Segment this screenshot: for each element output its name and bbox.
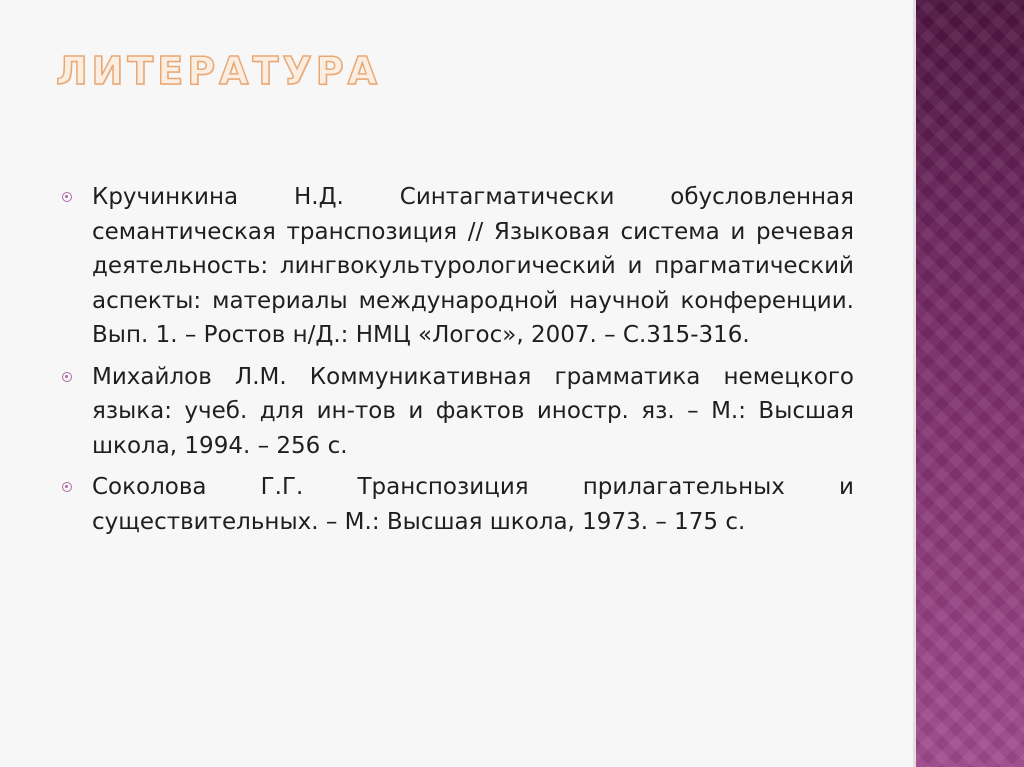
reference-list: [62, 180, 854, 546]
reference-item: [62, 360, 854, 464]
reference-item: [62, 180, 854, 353]
reference-item: [62, 470, 854, 539]
decorative-side-strip: [913, 0, 1024, 767]
bullet-icon: [62, 482, 72, 492]
reference-text: Михайлов Л.М. Коммуникативная грамматика немецкого языка: учеб. для ин-тов и фактов иностр. яз. – М.: Высшая школа, 1994. – 256 с.: [92, 363, 854, 459]
slide-title: ЛИТЕРАТУРА: [56, 49, 381, 93]
bullet-icon: [62, 372, 72, 382]
bullet-icon: [62, 192, 72, 202]
reference-text: Соколова Г.Г. Транспозиция прилагательных и существительных. – М.: Высшая школа, 1973. – 175 с.: [92, 474, 854, 535]
reference-text: Кручинкина Н.Д. Синтагматически обусловленная семантическая транспозиция // Языковая система и речевая деятельность: лингвокультурологический и прагматический аспекты: материалы международной научной конференции. Вып. 1. – Ростов н/Д.: НМЦ «Логос», 2007. – С.315-316.: [92, 184, 854, 348]
